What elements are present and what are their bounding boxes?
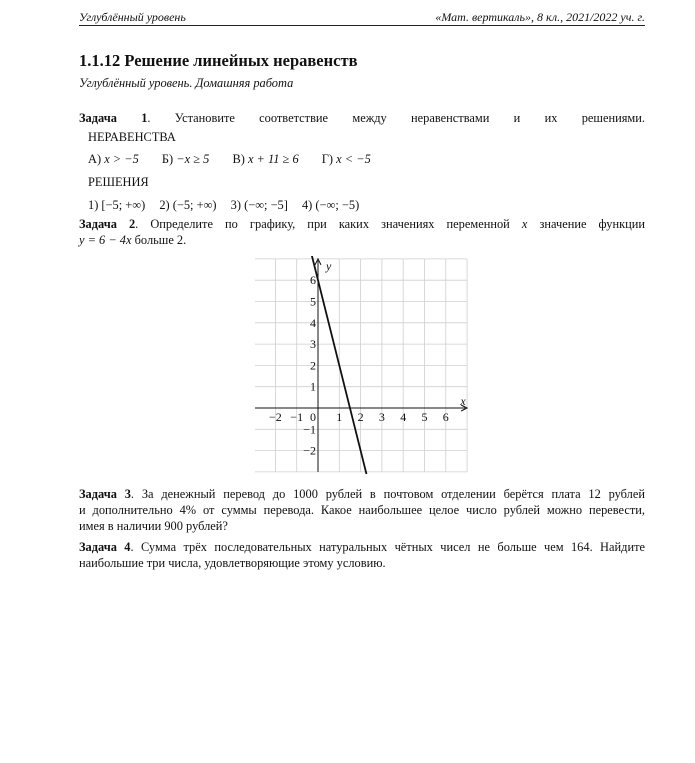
task4-label: Задача 4 bbox=[79, 540, 131, 554]
y-tick-label: 2 bbox=[310, 358, 316, 373]
header-course: «Мат. вертикаль», 8 кл., 2021/2022 уч. г. bbox=[435, 10, 645, 24]
solutions-list bbox=[88, 198, 370, 213]
x-tick-label: 2 bbox=[357, 410, 364, 424]
task1-text: . Установите соответствие между неравенствами и их решениями. bbox=[147, 111, 645, 125]
y-tick-label: −2 bbox=[303, 443, 316, 458]
task2-label: Задача 2 bbox=[79, 217, 136, 231]
solution-item: 2) (−5; +∞) bbox=[159, 198, 217, 212]
task3-statement-cont: и дополнительно 4% от суммы перевода. Какое наибольшее целое число рублей можно перевести, bbox=[79, 503, 645, 517]
x-axis-label: x bbox=[460, 394, 466, 408]
y-tick-label: 4 bbox=[310, 315, 316, 330]
y-tick-label: −1 bbox=[303, 422, 316, 437]
task1-label: Задача 1 bbox=[79, 111, 148, 125]
y-tick-label: 6 bbox=[310, 273, 316, 288]
y-tick-label: 5 bbox=[310, 294, 316, 309]
section-subtitle: Углублённый уровень. Домашняя работа bbox=[79, 76, 294, 90]
task4-statement-cont: наибольшие три числа, удовлетворяющие этому условию. bbox=[79, 556, 386, 570]
task3-label: Задача 3 bbox=[79, 487, 131, 501]
header-level: Углублённый уровень bbox=[79, 10, 186, 24]
x-tick-label: 1 bbox=[336, 410, 343, 424]
solution-item: 3) (−∞; −5] bbox=[230, 198, 288, 212]
task2-statement-cont: y = 6 − 4x больше 2. bbox=[79, 233, 187, 247]
x-tick-label: 4 bbox=[400, 410, 407, 424]
y-tick-label: 3 bbox=[310, 337, 316, 352]
function-graph bbox=[255, 256, 469, 474]
origin-label: 0 bbox=[310, 410, 316, 424]
solution-item: 4) (−∞; −5) bbox=[301, 198, 360, 212]
header-rule bbox=[79, 25, 645, 26]
task2-function: y = 6 − 4x bbox=[79, 233, 132, 247]
task2-statement: Задача 2. Определите по графику, при каких значениях переменной x значение функции bbox=[79, 217, 645, 231]
y-axis-label: y bbox=[326, 258, 332, 273]
x-tick-label: 5 bbox=[421, 410, 428, 424]
section-title: 1.1.12 Решение линейных неравенств bbox=[79, 51, 358, 70]
x-tick-label: 6 bbox=[442, 410, 449, 424]
inequality-item: А) x > −5 bbox=[88, 152, 139, 166]
task3-statement-end: имея в наличии 900 рублей? bbox=[79, 519, 228, 533]
inequality-item: Б) −x ≥ 5 bbox=[161, 152, 210, 166]
x-tick-label: 3 bbox=[378, 410, 385, 424]
y-tick-label: 1 bbox=[310, 379, 316, 394]
inequalities-header: НЕРАВЕНСТВА bbox=[88, 130, 176, 144]
x-tick-label: −1 bbox=[290, 410, 304, 424]
solutions-header: РЕШЕНИЯ bbox=[88, 175, 149, 189]
task4-statement: Задача 4. Сумма трёх последовательных натуральных чётных чисел не больше чем 164. Найдите bbox=[79, 540, 645, 554]
inequality-item: В) x + 11 ≥ 6 bbox=[232, 152, 299, 166]
task3-statement: Задача 3. За денежный перевод до 1000 рублей в почтовом отделении берётся плата 12 рублей bbox=[79, 487, 645, 501]
solution-item: 1) [−5; +∞) bbox=[88, 198, 146, 212]
inequality-item: Г) x < −5 bbox=[321, 152, 371, 166]
x-tick-label: −2 bbox=[269, 410, 282, 424]
inequalities-list bbox=[88, 152, 391, 167]
task1-statement bbox=[79, 111, 645, 126]
running-header bbox=[79, 10, 645, 25]
